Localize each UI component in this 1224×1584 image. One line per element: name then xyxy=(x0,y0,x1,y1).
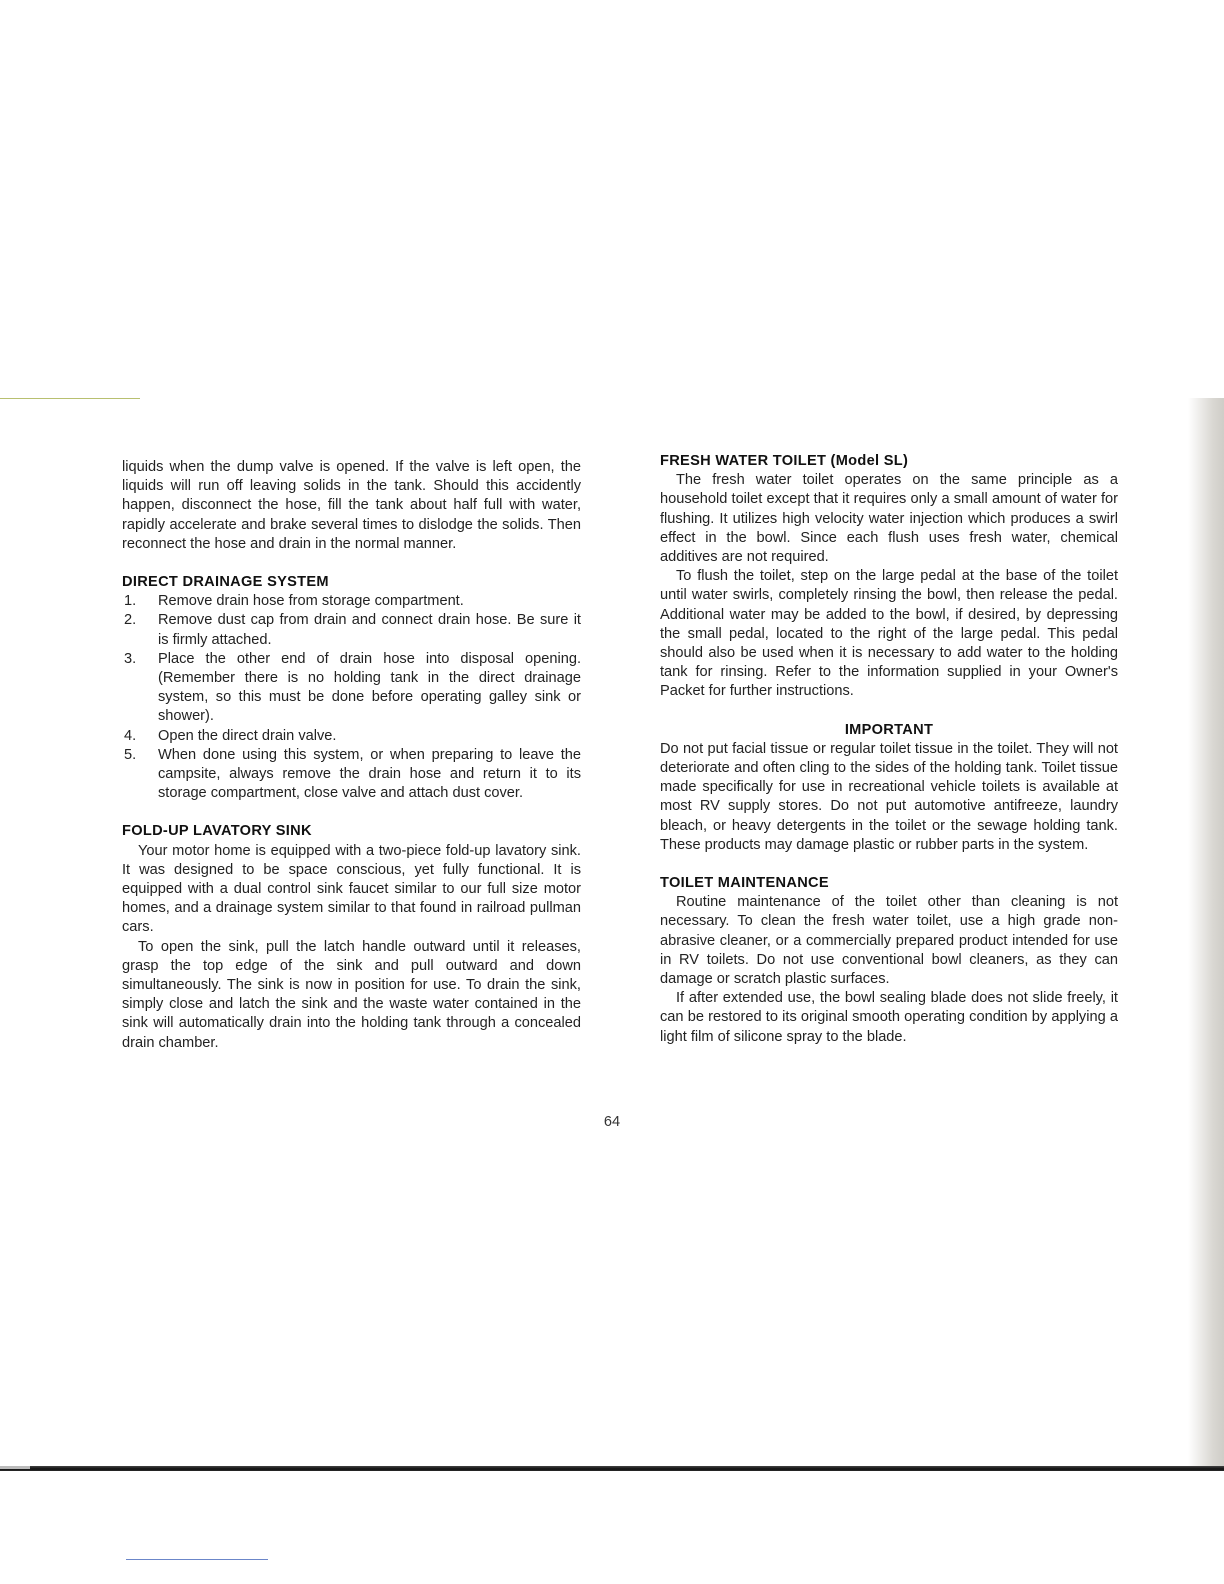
list-item xyxy=(122,727,581,746)
list-item xyxy=(122,592,581,611)
page-number: 64 xyxy=(603,1114,621,1130)
important-heading: IMPORTANT xyxy=(844,721,934,738)
direct-drainage-heading: DIRECT DRAINAGE SYSTEM xyxy=(122,574,329,591)
toilet-maintenance-heading: TOILET MAINTENANCE xyxy=(660,875,829,892)
toilet-maintenance-paragraph-2: If after extended use, the bowl sealing blade does not slide freely, it can be restored to its original smooth operating condition by applying a light film of silicone spray to the blade. xyxy=(660,990,1118,1045)
footer-line-mark xyxy=(126,1559,268,1560)
step-text: When done using this system, or when preparing to leave the campsite, always remove the drain hose and return it to its storage compartment, close valve and attach dust cover. xyxy=(158,746,581,802)
list-item xyxy=(122,746,581,804)
left-column xyxy=(122,458,581,1053)
intro-paragraph: liquids when the dump valve is opened. If the valve is left open, the liquids will run off leaving solids in the tank. Should this accidently happen, disconnect the hose, fill the tank about half full with water, rapidly accelerate and brake several times to dislodge the solids. Then reconnect the hose and drain in the normal manner. xyxy=(122,459,581,552)
important-paragraph: Do not put facial tissue or regular toilet tissue in the toilet. They will not deteriorate and often cling to the sides of the holding tank. Toilet tissue made specifically for use in recreational vehicle toilets is available at most RV supply stores. Do not put automotive antifreeze, laundry bleach, or heavy detergents in the toilet or the sewage holding tank. These products may damage plastic or rubber parts in the system. xyxy=(660,740,1118,853)
foldup-sink-paragraph-2: To open the sink, pull the latch handle outward until it releases, grasp the top edge of the sink and pull outward and down simultaneously. The sink is now in position for use. To drain the sink, simply close and latch the sink and the waste water contained in the sink will automatically drain into the holding tank through a concealed drain chamber. xyxy=(122,938,581,1051)
step-text: Open the direct drain valve. xyxy=(158,727,337,744)
step-text: Place the other end of drain hose into disposal opening. (Remember there is no holding tank in the direct drainage system, so this must be done before operating galley sink or shower). xyxy=(158,650,581,725)
list-item xyxy=(122,650,581,727)
bottom-edge-rule xyxy=(0,1466,1224,1471)
step-text: Remove drain hose from storage compartment. xyxy=(158,593,464,610)
list-item xyxy=(122,611,581,649)
bottom-edge-rule-left xyxy=(0,1466,30,1469)
step-number: 3. xyxy=(124,650,137,667)
step-number: 5. xyxy=(124,746,137,763)
fresh-water-toilet-heading: FRESH WATER TOILET (Model SL) xyxy=(660,453,909,469)
fresh-water-toilet-paragraph-1: The fresh water toilet operates on the same principle as a household toilet except that it requires only a small amount of water for flushing. It utilizes high velocity water injection which produces a swirl effect in the bowl. Since each flush uses fresh water, chemical additives are not required. xyxy=(660,472,1118,566)
right-column xyxy=(660,452,1118,1047)
fresh-water-toilet-paragraph-2: To flush the toilet, step on the large pedal at the base of the toilet until water swirls, completely rinsing the bowl, then release the pedal. Additional water may be added to the bowl, if desired, by depressing the small pedal, located to the right of the large pedal. This pedal should also be used when it is necessary to add water to the holding tank for rinsing. Refer to the information supplied in your Owner's Packet for further instructions. xyxy=(660,568,1118,700)
step-number: 2. xyxy=(124,612,137,629)
step-text: Remove dust cap from drain and connect drain hose. Be sure it is firmly attached. xyxy=(158,612,581,648)
direct-drainage-steps xyxy=(122,592,581,803)
step-number: 1. xyxy=(124,593,137,610)
page-gutter-shadow xyxy=(1188,398,1224,1470)
toilet-maintenance-paragraph-1: Routine maintenance of the toilet other than cleaning is not necessary. To clean the fresh water toilet, use a high grade non-abrasive cleaner, or a commercially prepared product intended for use in RV toilets. Do not use conventional bowl cleaners, as they can damage or scratch plastic surfaces. xyxy=(660,894,1118,988)
step-number: 4. xyxy=(124,727,137,744)
foldup-sink-heading: FOLD-UP LAVATORY SINK xyxy=(122,823,312,840)
foldup-sink-paragraph-1: Your motor home is equipped with a two-piece fold-up lavatory sink. It was designed to be space conscious, yet fully functional. It is equipped with a dual control sink faucet similar to our full size motor homes, and a drainage system similar to that found in railroad pullman cars. xyxy=(122,842,581,936)
top-edge-rule xyxy=(0,398,140,399)
